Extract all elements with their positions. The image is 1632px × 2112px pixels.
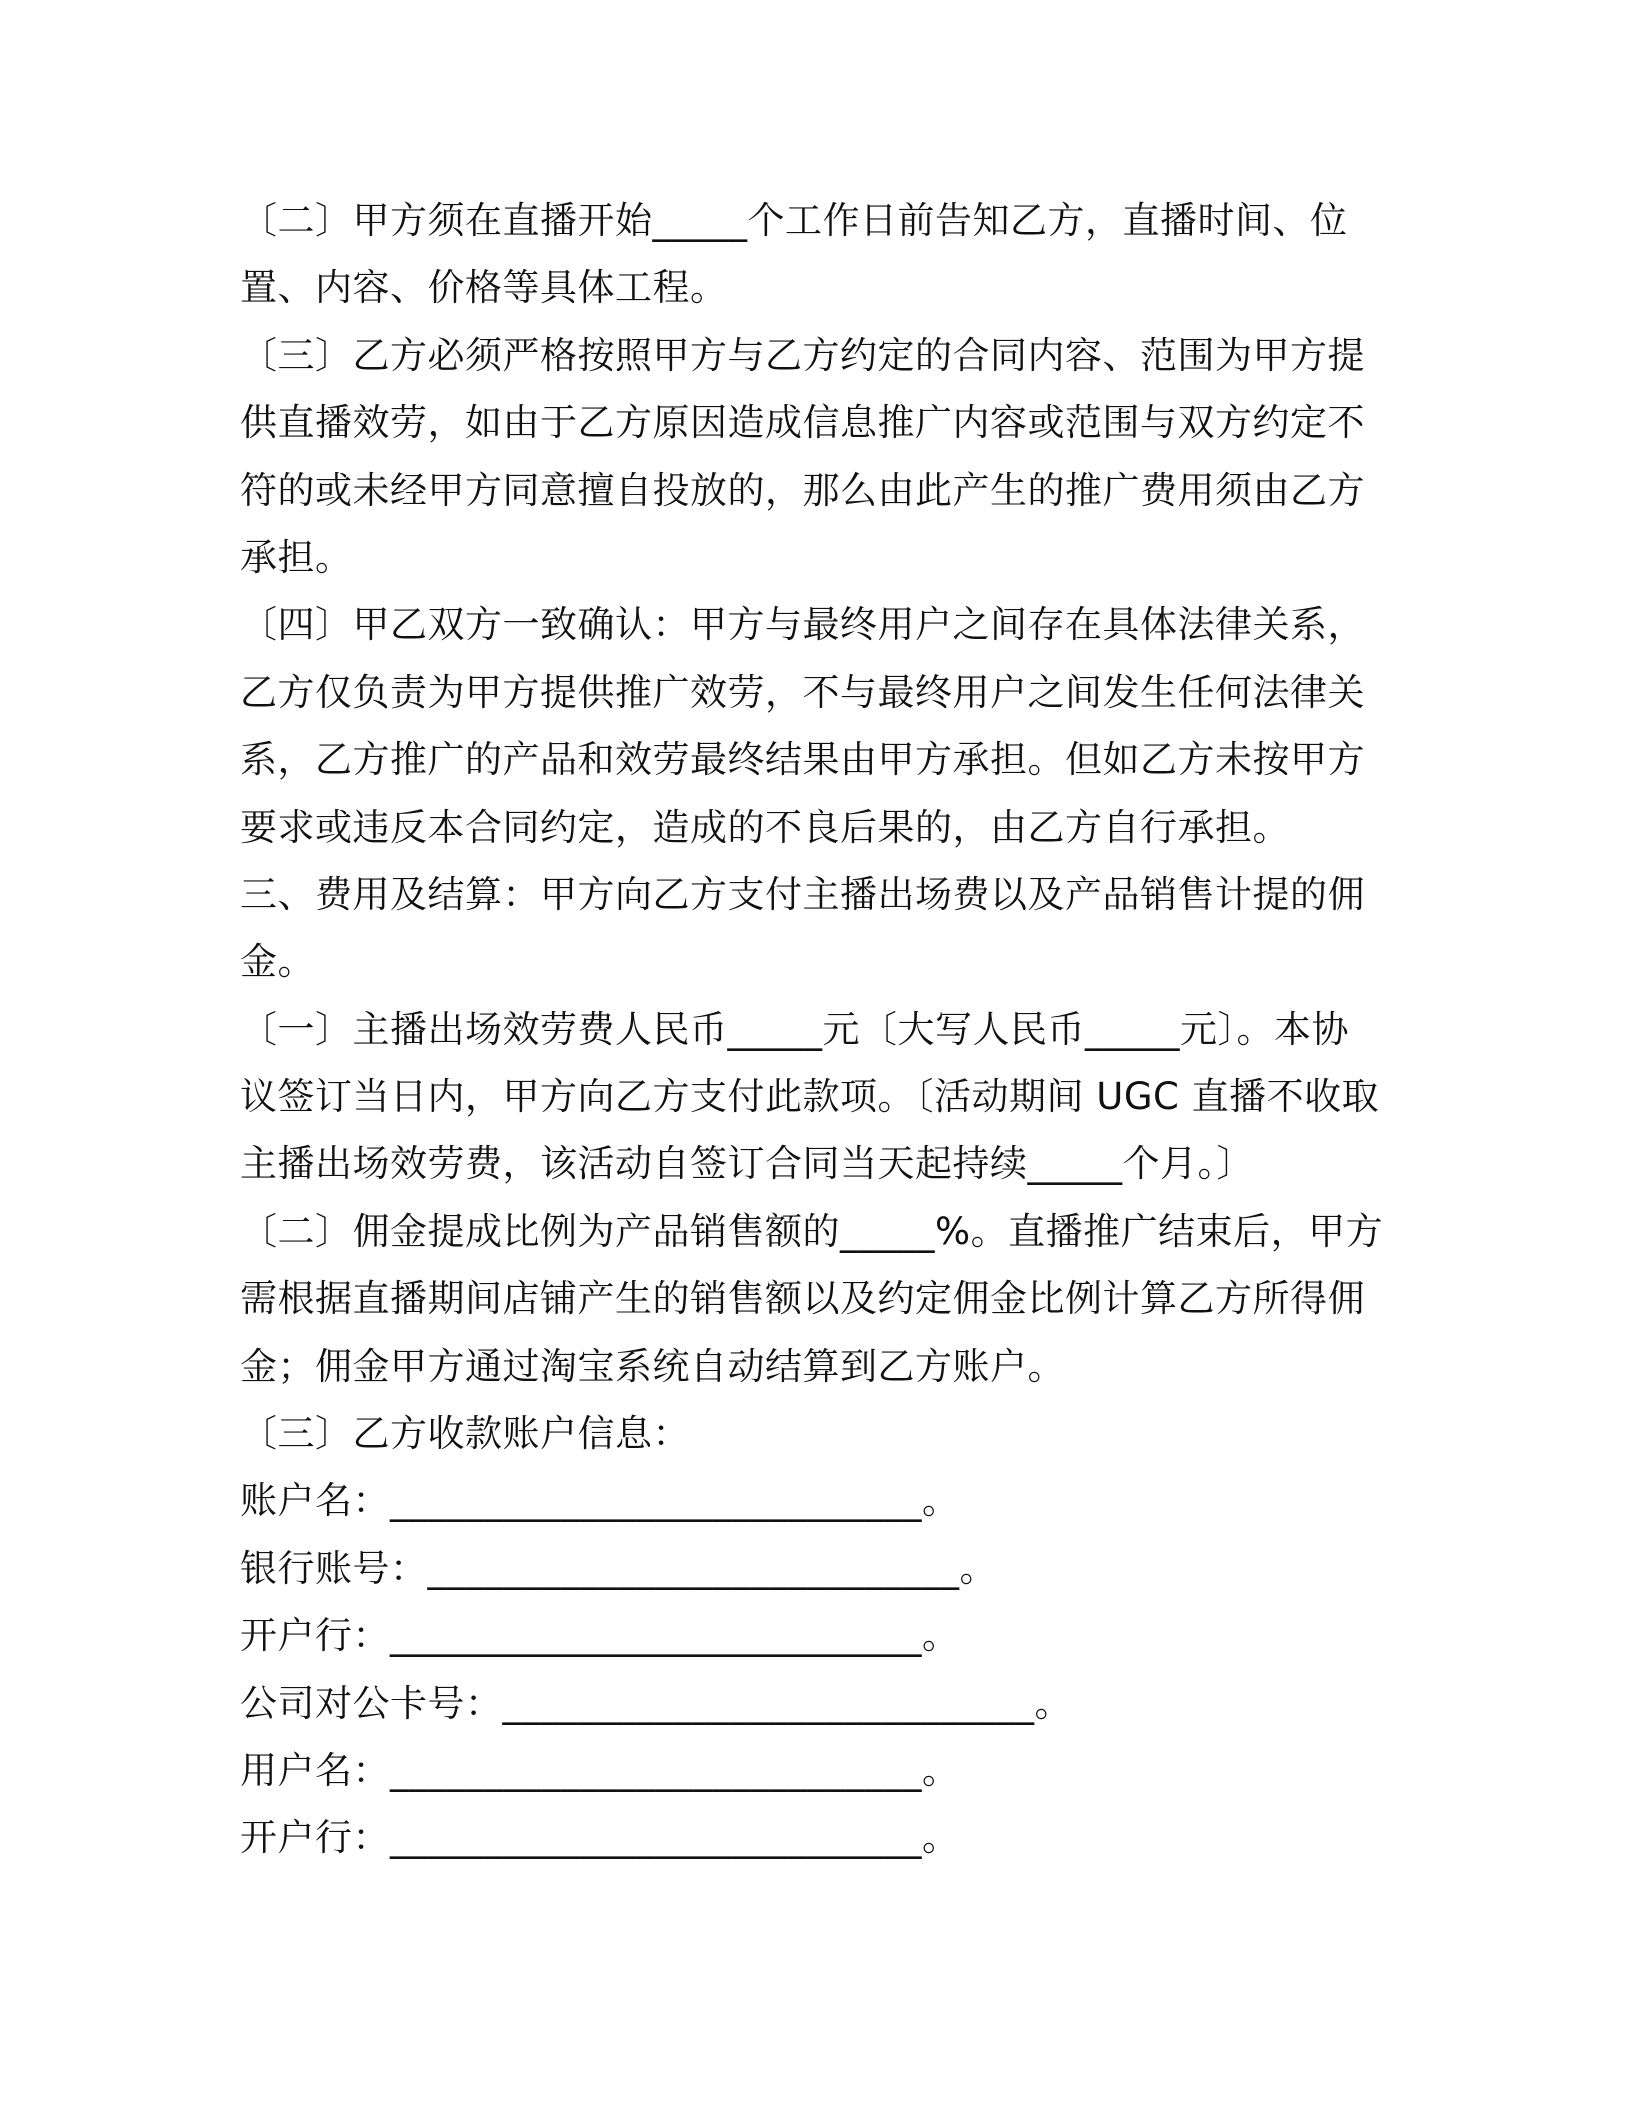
opening-bank-field: 开户行：____________________________。	[240, 1614, 960, 1658]
clause-2-3-line-4: 承担。	[240, 535, 353, 579]
clause-3-1-line-3: 主播出场效劳费，该活动自签订合同当天起持续_____个月。〕	[240, 1142, 1254, 1186]
clause-3-2-line-2: 需根据直播期间店铺产生的销售额以及约定佣金比例计算乙方所得佣	[240, 1277, 1365, 1321]
clause-3-1-line-2: 议签订当日内，甲方向乙方支付此款项。〔活动期间 UGC 直播不收取	[240, 1075, 1380, 1119]
corporate-card-field: 公司对公卡号：____________________________。	[240, 1681, 1072, 1725]
clause-2-4-line-3: 系，乙方推广的产品和效劳最终结果由甲方承担。但如乙方未按甲方	[240, 738, 1365, 782]
username-field: 用户名：____________________________。	[240, 1748, 960, 1792]
clause-2-3-line-3: 符的或未经甲方同意擅自投放的，那么由此产生的推广费用须由乙方	[240, 468, 1365, 512]
opening-bank-field-2: 开户行：____________________________。	[240, 1816, 960, 1860]
clause-3-2-line-1: 〔二〕佣金提成比例为产品销售额的_____%。直播推广结束后，甲方	[240, 1209, 1384, 1253]
clause-2-4-line-2: 乙方仅负责为甲方提供推广效劳，不与最终用户之间发生任何法律关	[240, 670, 1365, 714]
section-3-heading-line-2: 金。	[240, 940, 315, 984]
clause-2-2-line-2: 置、内容、价格等具体工程。	[240, 266, 728, 310]
clause-3-3-heading: 〔三〕乙方收款账户信息：	[240, 1412, 690, 1456]
clause-2-3-line-1: 〔三〕乙方必须严格按照甲方与乙方约定的合同内容、范围为甲方提	[240, 333, 1365, 377]
clause-2-4-line-1: 〔四〕甲乙双方一致确认：甲方与最终用户之间存在具体法律关系，	[240, 603, 1365, 647]
bank-account-field: 银行账号：____________________________。	[240, 1546, 997, 1590]
clause-3-1-line-1: 〔一〕主播出场效劳费人民币_____元〔大写人民币_____元〕。本协	[240, 1007, 1349, 1051]
document-body	[240, 187, 1390, 1872]
clause-2-4-line-4: 要求或违反本合同约定，造成的不良后果的，由乙方自行承担。	[240, 805, 1290, 849]
account-name-field: 账户名：____________________________。	[240, 1479, 960, 1523]
clause-2-2-line-1: 〔二〕甲方须在直播开始_____个工作日前告知乙方，直播时间、位	[240, 199, 1348, 242]
clause-2-3-line-2: 供直播效劳，如由于乙方原因造成信息推广内容或范围与双方约定不	[240, 401, 1365, 445]
clause-3-2-line-3: 金；佣金甲方通过淘宝系统自动结算到乙方账户。	[240, 1344, 1065, 1388]
section-3-heading-line-1: 三、费用及结算：甲方向乙方支付主播出场费以及产品销售计提的佣	[240, 872, 1365, 916]
